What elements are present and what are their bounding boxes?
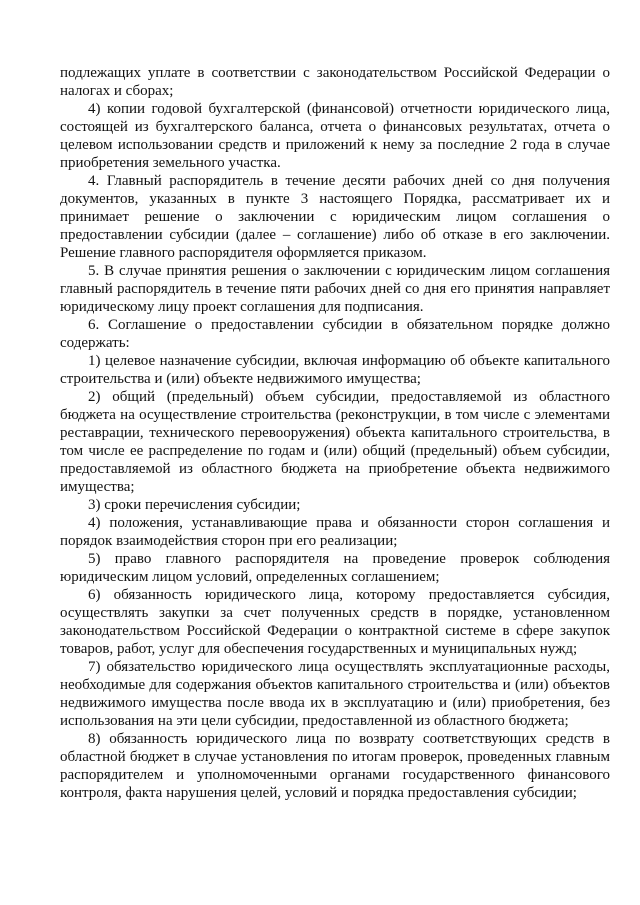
paragraph-item-2-volume: 2) общий (предельный) объем субсидии, предоставляемой из областного бюджета на осуществление строительства (реконструкции, в том числе с элементами реставрации, технического перевооружения) объекта капитального строительства, в том числе ее распределение по годам и (или) общий (предельный) объем субсидии, предоставляемой из областного бюджета на приобретение объекта недвижимого имущества; bbox=[60, 389, 610, 495]
paragraph-item-7-operating-costs: 7) обязательство юридического лица осуществлять эксплуатационные расходы, необходимые для содержания объектов капитального строительства и (или) объектов недвижимого имущества после ввода их в эксплуатацию и (или) приобретения, без использования на эти цели субсидии, предоставленной из областного бюджета; bbox=[60, 659, 610, 729]
paragraph-taxes-continuation: подлежащих уплате в соответствии с законодательством Российской Федерации о налогах и сборах; bbox=[60, 65, 610, 99]
paragraph-section-5-draft-agreement: 5. В случае принятия решения о заключении с юридическим лицом соглашения главный распорядитель в течение пяти рабочих дней со дня его принятия направляет юридическому лицу проект соглашения для подписания. bbox=[60, 263, 610, 315]
paragraph-item-4-rights-duties: 4) положения, устанавливающие права и обязанности сторон соглашения и порядок взаимодействия сторон при его реализации; bbox=[60, 515, 610, 549]
paragraph-item-5-inspections: 5) право главного распорядителя на проведение проверок соблюдения юридическим лицом условий, определенных соглашением; bbox=[60, 551, 610, 585]
paragraph-item-1-purpose: 1) целевое назначение субсидии, включая информацию об объекте капитального строительства и (или) объекте недвижимого имущества; bbox=[60, 353, 610, 387]
paragraph-item-4-accounting-reports: 4) копии годовой бухгалтерской (финансовой) отчетности юридического лица, состоящей из бухгалтерского баланса, отчета о финансовых результатах, отчета о целевом использовании средств и приложений к нему за последние 2 года в случае приобретения земельного участка. bbox=[60, 101, 610, 171]
paragraph-item-6-procurement: 6) обязанность юридического лица, которому предоставляется субсидия, осуществлять закупки за счет полученных средств в порядке, установленном законодательством Российской Федерации о контрактной системе в сфере закупок товаров, работ, услуг для обеспечения государственных и муниципальных нужд; bbox=[60, 587, 610, 657]
paragraph-item-3-terms: 3) сроки перечисления субсидии; bbox=[88, 497, 301, 513]
document-page bbox=[60, 64, 610, 802]
paragraph-section-4-decision: 4. Главный распорядитель в течение десяти рабочих дней со дня получения документов, указанных в пункте 3 настоящего Порядка, рассматривает их и принимает решение о заключении с юридическим лицом соглашения о предоставлении субсидии (далее – соглашение) либо об отказе в его заключении. Решение главного распорядителя оформляется приказом. bbox=[60, 173, 610, 261]
paragraph-item-8-refund: 8) обязанность юридического лица по возврату соответствующих средств в областной бюджет в случае установления по итогам проверок, проведенных главным распорядителем и уполномоченными органами государственного финансового контроля, факта нарушения целей, условий и порядка предоставления субсидии; bbox=[60, 731, 610, 801]
paragraph-section-6-agreement-content: 6. Соглашение о предоставлении субсидии в обязательном порядке должно содержать: bbox=[60, 317, 610, 351]
